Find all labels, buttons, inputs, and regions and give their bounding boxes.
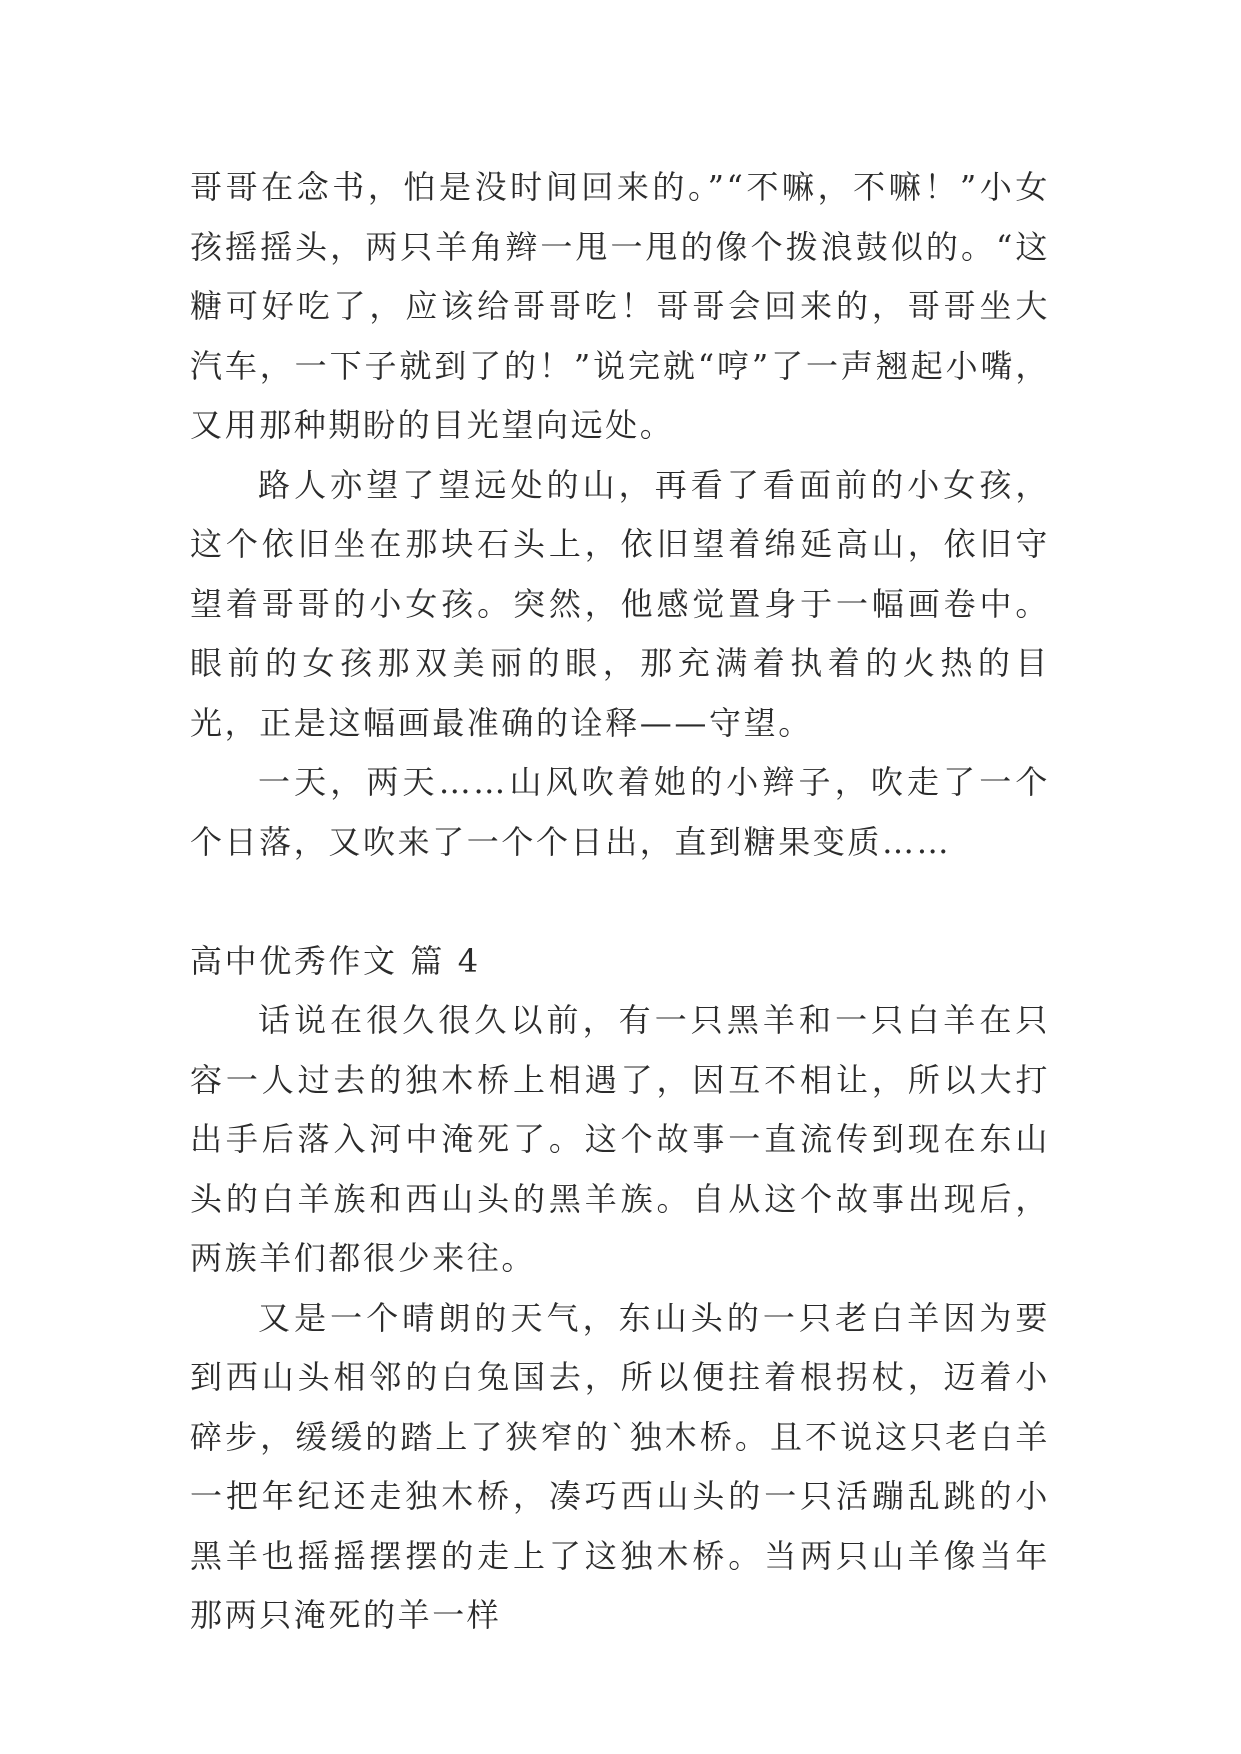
section-gap xyxy=(190,872,1050,932)
paragraph-passerby: 路人亦望了望远处的山，再看了看面前的小女孩，这个依旧坐在那块石头上，依旧望着绵延高山，依旧守望着哥哥的小女孩。突然，他感觉置身于一幅画卷中。眼前的女孩那双美丽的眼，那充满着执着的火热的目光，正是这幅画最准确的诠释——守望。 xyxy=(190,465,1050,742)
paragraph-bridge-meeting: 又是一个晴朗的天气，东山头的一只老白羊因为要到西山头相邻的白兔国去，所以便拄着根拐杖，迈着小碎步，缓缓的踏上了狭窄的`独木桥。且不说这只老白羊一把年纪还走独木桥，凑巧西山头的一只活蹦乱跳的小黑羊也摇摇摆摆的走上了这独木桥。当两只山羊像当年那两只淹死的羊一样 xyxy=(190,1298,1050,1634)
paragraph-story-dialogue: 哥哥在念书，怕是没时间回来的。”“不嘛，不嘛！”小女孩摇摇头，两只羊角辫一甩一甩的像个拨浪鼓似的。“这糖可好吃了，应该给哥哥吃！哥哥会回来的，哥哥坐大汽车，一下子就到了的！”说完就“哼”了一声翘起小嘴，又用那种期盼的目光望向远处。 xyxy=(190,168,1050,444)
section-heading: 高中优秀作文 篇 4 xyxy=(190,941,481,980)
paragraph-legend: 话说在很久很久以前，有一只黑羊和一只白羊在只容一人过去的独木桥上相遇了，因互不相让，所以大打出手后落入河中淹死了。这个故事一直流传到现在东山头的白羊族和西山头的黑羊族。自从这个故事出现后，两族羊们都很少来往。 xyxy=(190,1001,1050,1277)
paragraph-days-pass: 一天，两天……山风吹着她的小辫子，吹走了一个个日落，又吹来了一个个日出，直到糖果变质…… xyxy=(190,763,1050,861)
document-body xyxy=(190,158,1050,1646)
